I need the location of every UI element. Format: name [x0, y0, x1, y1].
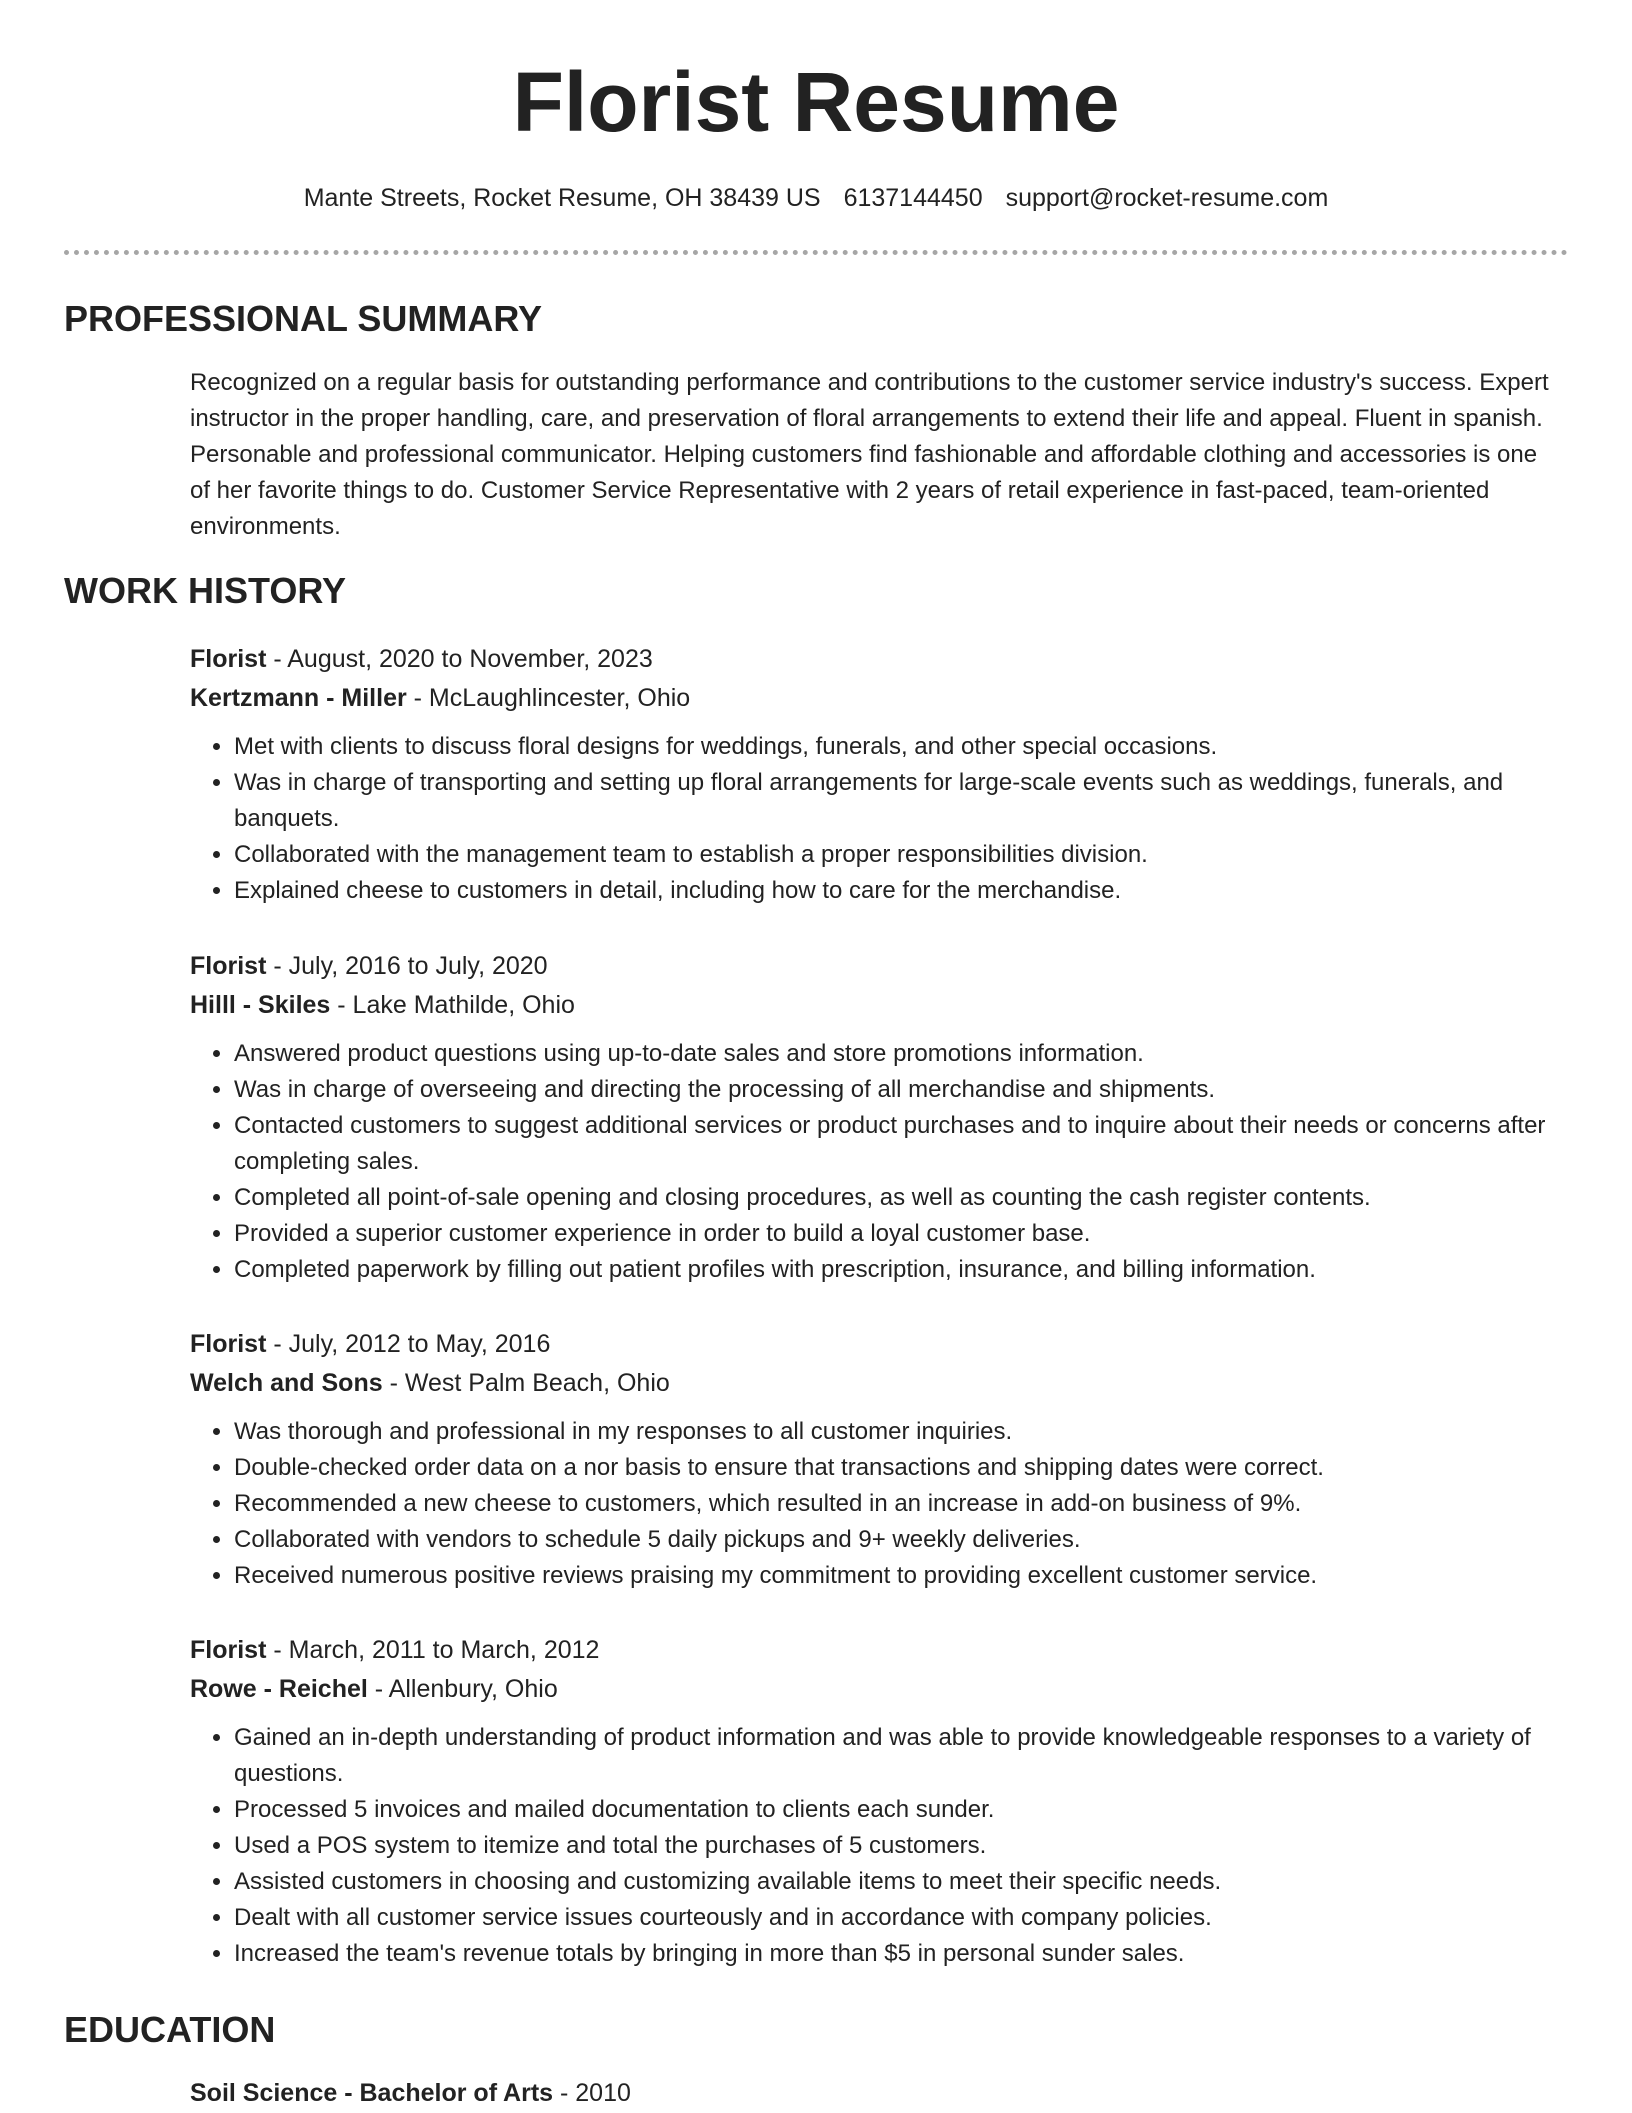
job-title-line: [190, 640, 1570, 679]
contact-address: Mante Streets, Rocket Resume, OH 38439 US: [303, 184, 821, 212]
job-dates: - July, 2016 to July, 2020: [266, 952, 548, 980]
job-entry: [190, 947, 1570, 1288]
job-title: Florist: [190, 1330, 267, 1358]
job-title-line: [190, 1631, 1570, 1670]
education-entry: [190, 2074, 631, 2113]
job-duty: • Answered product questions using up-to-date sales and store promotions information.: [234, 1036, 1570, 1072]
job-duty: • Completed paperwork by filling out patient profiles with prescription, insurance, and billing information.: [234, 1252, 1570, 1288]
job-duty: • Double-checked order data on a nor basis to ensure that transactions and shipping dates were correct.: [234, 1450, 1570, 1486]
job-company: Rowe - Reichel: [190, 1675, 368, 1703]
summary-text: Recognized on a regular basis for outstanding performance and contributions to the customer service industry's success. Expert instructor in the proper handling, care, and preservation of floral arrangements to extend their life and appeal. Fluent in spanish. Personable and professional communicator. Helping customers find fashionable and affordable clothing and accessories is one of her favorite things to do. Customer Service Representative with 2 years of retail experience in fast-paced, team-oriented environments.: [190, 369, 1549, 540]
job-duty: • Was in charge of transporting and setting up floral arrangements for large-scale events such as weddings, funerals, and banquets.: [234, 765, 1570, 837]
section-heading-summary: PROFESSIONAL SUMMARY: [64, 298, 543, 339]
education-year: - 2010: [553, 2079, 631, 2107]
page-title: Florist Resume: [512, 55, 1120, 149]
job-duties-list: [190, 1414, 1570, 1594]
job-duties-list: [190, 1720, 1570, 1972]
job-location: - McLaughlincester, Ohio: [406, 684, 691, 712]
job-duty: • Met with clients to discuss floral designs for weddings, funerals, and other special occasions.: [234, 729, 1570, 765]
education-degree: Soil Science - Bachelor of Arts: [190, 2079, 554, 2107]
contact-line: [0, 180, 1632, 216]
job-duty: • Provided a superior customer experience in order to build a loyal customer base.: [234, 1216, 1570, 1252]
job-duty: • Explained cheese to customers in detail, including how to care for the merchandise.: [234, 873, 1570, 909]
job-duty: • Collaborated with vendors to schedule 5 daily pickups and 9+ weekly deliveries.: [234, 1522, 1570, 1558]
job-duties-list: [190, 729, 1570, 909]
job-dates: - July, 2012 to May, 2016: [266, 1330, 551, 1358]
section-heading-education: EDUCATION: [64, 2009, 276, 2050]
job-duty: • Dealt with all customer service issues courteously and in accordance with company policies.: [234, 1900, 1570, 1936]
job-entry: [190, 1631, 1570, 1972]
job-company: Welch and Sons: [190, 1369, 383, 1397]
job-company-line: [190, 1670, 1570, 1709]
job-entry: [190, 1325, 1570, 1594]
job-company: Kertzmann - Miller: [190, 684, 407, 712]
job-dates: - March, 2011 to March, 2012: [266, 1636, 600, 1664]
job-title: Florist: [190, 645, 267, 673]
job-duty: • Was in charge of overseeing and directing the processing of all merchandise and shipments.: [234, 1072, 1570, 1108]
job-duty: • Increased the team's revenue totals by bringing in more than $5 in personal sunder sales.: [234, 1936, 1570, 1972]
job-location: - Lake Mathilde, Ohio: [330, 991, 575, 1019]
job-duty: • Processed 5 invoices and mailed documentation to clients each sunder.: [234, 1792, 1570, 1828]
job-title-line: [190, 947, 1570, 986]
job-duty: • Contacted customers to suggest additional services or product purchases and to inquire about their needs or concerns after completing sales.: [234, 1108, 1570, 1180]
job-location: - West Palm Beach, Ohio: [382, 1369, 670, 1397]
job-entry: [190, 640, 1570, 909]
job-title: Florist: [190, 952, 267, 980]
job-duty: • Assisted customers in choosing and customizing available items to meet their specific needs.: [234, 1864, 1570, 1900]
header-divider: [64, 250, 1568, 255]
contact-phone: 6137144450: [843, 184, 983, 212]
job-title-line: [190, 1325, 1570, 1364]
job-duty: • Gained an in-depth understanding of product information and was able to provide knowledgeable responses to a variety of questions.: [234, 1720, 1570, 1792]
job-duty: • Collaborated with the management team to establish a proper responsibilities division.: [234, 837, 1570, 873]
section-heading-work-history: WORK HISTORY: [64, 570, 347, 611]
job-company-line: [190, 1364, 1570, 1403]
job-title: Florist: [190, 1636, 267, 1664]
job-duty: • Completed all point-of-sale opening and closing procedures, as well as counting the cash register contents.: [234, 1180, 1570, 1216]
job-duty: • Was thorough and professional in my responses to all customer inquiries.: [234, 1414, 1570, 1450]
job-duties-list: [190, 1036, 1570, 1288]
job-company-line: [190, 986, 1570, 1025]
job-dates: - August, 2020 to November, 2023: [266, 645, 653, 673]
job-duty: • Used a POS system to itemize and total the purchases of 5 customers.: [234, 1828, 1570, 1864]
job-duty: • Recommended a new cheese to customers, which resulted in an increase in add-on business of 9%.: [234, 1486, 1570, 1522]
job-duty: • Received numerous positive reviews praising my commitment to providing excellent customer service.: [234, 1558, 1570, 1594]
contact-email: support@rocket-resume.com: [1005, 184, 1329, 212]
job-company-line: [190, 679, 1570, 718]
job-location: - Allenbury, Ohio: [367, 1675, 558, 1703]
job-company: Hilll - Skiles: [190, 991, 331, 1019]
